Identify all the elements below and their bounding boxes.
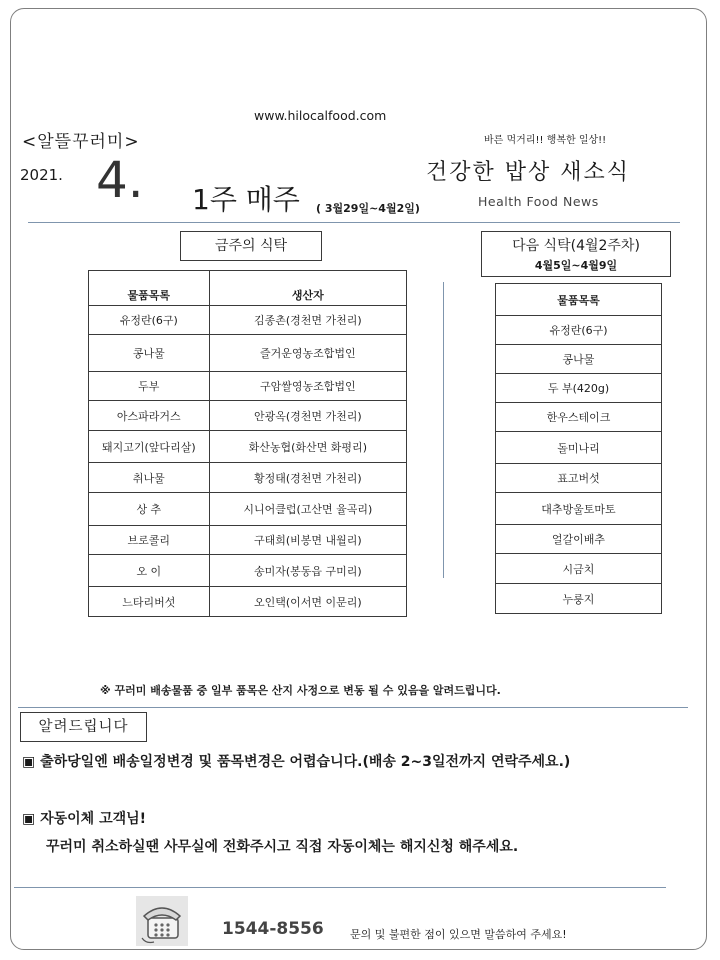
item-cell: 아스파라거스 xyxy=(89,401,210,431)
table-row xyxy=(496,316,662,345)
notice-divider xyxy=(18,707,688,708)
next-week-label xyxy=(481,231,671,277)
table-row xyxy=(89,463,407,493)
table-row xyxy=(496,345,662,374)
notice-line-2: ▣ 자동이체 고객님! xyxy=(22,811,147,827)
header-producer: 생산자 xyxy=(209,271,406,306)
table-row xyxy=(496,584,662,614)
next-week-table xyxy=(495,283,662,614)
item-cell: 브로콜리 xyxy=(89,526,210,555)
producer-cell: 화산농협(화산면 화평리) xyxy=(209,431,406,463)
notice-line-3: 꾸러미 취소하실땐 사무실에 전화주시고 직접 자동이체는 해지신청 해주세요. xyxy=(46,839,519,855)
item-cell: 콩나물 xyxy=(496,345,662,374)
producer-cell: 구태희(비봉면 내월리) xyxy=(209,526,406,555)
header-items: 물품목록 xyxy=(89,271,210,306)
item-cell: 표고버섯 xyxy=(496,464,662,493)
column-divider xyxy=(443,282,444,578)
item-cell: 시금치 xyxy=(496,554,662,584)
item-cell: 얼갈이배추 xyxy=(496,525,662,554)
week-title: 1주 매주 xyxy=(192,183,300,216)
producer-cell: 송미자(봉동읍 구미리) xyxy=(209,555,406,587)
item-cell: 돌미나리 xyxy=(496,432,662,464)
table-row xyxy=(496,464,662,493)
item-cell: 유정란(6구) xyxy=(496,316,662,345)
header-items: 물품목록 xyxy=(496,284,662,316)
producer-cell: 오인택(이서면 이문리) xyxy=(209,587,406,617)
footer-divider xyxy=(14,887,666,888)
item-cell: 오 이 xyxy=(89,555,210,587)
item-cell: 취나물 xyxy=(89,463,210,493)
slogan: 바른 먹거리!! 행복한 일상!! xyxy=(484,135,607,146)
item-cell: 누룽지 xyxy=(496,584,662,614)
table-row xyxy=(496,374,662,403)
table-row xyxy=(89,555,407,587)
item-cell: 돼지고기(앞다리살) xyxy=(89,431,210,463)
table-row xyxy=(89,431,407,463)
week-range: ( 3월29일~4월2일) xyxy=(316,202,420,215)
this-week-label: 금주의 식탁 xyxy=(180,231,322,261)
item-cell: 대추방울토마토 xyxy=(496,493,662,525)
table-row xyxy=(496,554,662,584)
item-cell: 콩나물 xyxy=(89,335,210,372)
main-title: 건강한 밥상 새소식 xyxy=(426,160,631,185)
producer-cell: 즐거운영농조합법인 xyxy=(209,335,406,372)
this-week-table xyxy=(88,270,407,617)
table-row xyxy=(89,372,407,401)
telephone-icon xyxy=(136,896,188,946)
table-header-row xyxy=(89,271,407,306)
header-divider xyxy=(28,222,680,223)
contact-text: 문의 및 불편한 점이 있으면 말씀하여 주세요! xyxy=(350,928,567,941)
producer-cell: 구암쌀영농조합법인 xyxy=(209,372,406,401)
english-title: Health Food News xyxy=(478,194,599,209)
next-week-range: 4월5일~4월9일 xyxy=(534,259,618,272)
next-week-title: 다음 식탁(4월2주차) xyxy=(512,238,640,254)
table-row xyxy=(89,306,407,335)
month: 4. xyxy=(96,151,144,209)
table-row xyxy=(89,401,407,431)
table-row xyxy=(496,525,662,554)
table-row xyxy=(89,587,407,617)
item-cell: 유정란(6구) xyxy=(89,306,210,335)
table-row xyxy=(496,493,662,525)
item-cell: 두 부(420g) xyxy=(496,374,662,403)
notice-line-1: ▣ 출하당일엔 배송일정변경 및 품목변경은 어렵습니다.(배송 2~3일전까지 연락주세요.) xyxy=(22,754,571,770)
website-url[interactable]: www.hilocalfood.com xyxy=(254,108,387,123)
producer-cell: 황정태(경천면 가천리) xyxy=(209,463,406,493)
brand-name: <알뜰꾸러미> xyxy=(22,132,140,152)
table-row xyxy=(496,403,662,432)
item-cell: 상 추 xyxy=(89,493,210,526)
phone-number[interactable]: 1544-8556 xyxy=(222,919,324,939)
producer-cell: 김종촌(경천면 가천리) xyxy=(209,306,406,335)
item-cell: 한우스테이크 xyxy=(496,403,662,432)
supply-note: ※ 꾸러미 배송물품 중 일부 품목은 산지 사정으로 변동 될 수 있음을 알려드립니다. xyxy=(100,684,501,697)
notice-label: 알려드립니다 xyxy=(20,712,147,742)
producer-cell: 안광옥(경천면 가천리) xyxy=(209,401,406,431)
table-row xyxy=(89,335,407,372)
table-row xyxy=(89,526,407,555)
table-row xyxy=(89,493,407,526)
item-cell: 느타리버섯 xyxy=(89,587,210,617)
table-header-row xyxy=(496,284,662,316)
item-cell: 두부 xyxy=(89,372,210,401)
table-row xyxy=(496,432,662,464)
producer-cell: 시니어클럽(고산면 율곡리) xyxy=(209,493,406,526)
year: 2021. xyxy=(20,166,63,184)
